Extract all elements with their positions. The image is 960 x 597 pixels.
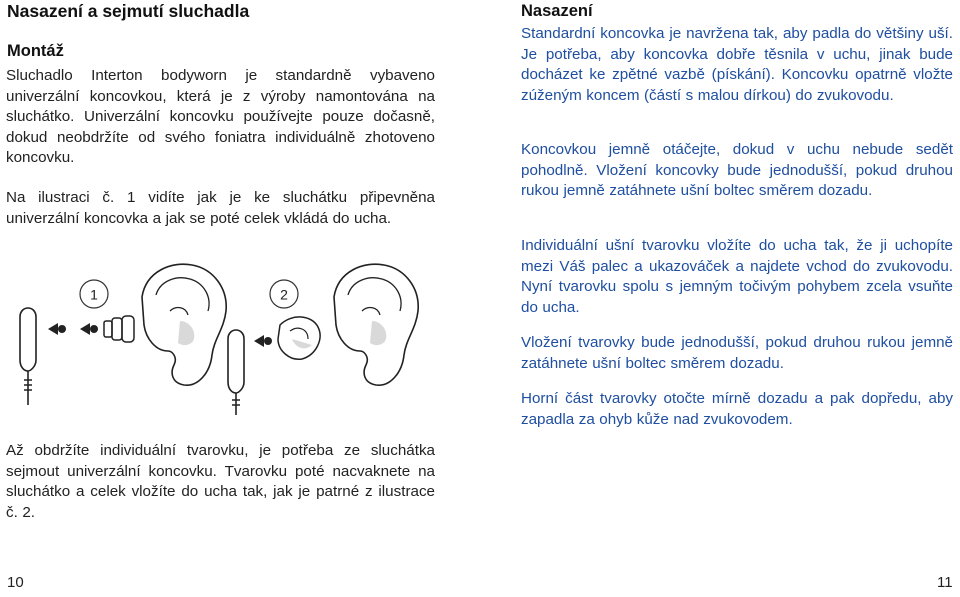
earphone-1	[20, 308, 36, 405]
paragraph-standard-tip: Standardní koncovka je navržena tak, aby padla do většiny uší. Je potřeba, aby koncovka dobře těsnila v uchu, jinak bude docházet ke zpětné vazbě (pískání). Koncovku opatrně vložte zúženým koncem (částí s malou dírkou) do zvukovodu.	[521, 25, 953, 104]
paragraph-custom-earmold: Až obdržíte individuální tvarovku, je potřeba ze sluchátka sejmout univerzální koncovku. Tvarovku poté nacvaknete na sluchátko a celek vložíte do ucha tak, jak je patrné z ilustrace č. 2.	[6, 442, 435, 521]
paragraph-illustration-1: Na ilustraci č. 1 vidíte jak je ke sluchátku připevněna univerzální koncovka a jak se poté celek vkládá do ucha.	[6, 189, 435, 227]
arrow-icon	[80, 323, 98, 335]
page-number-right: 11	[937, 574, 953, 591]
paragraph-insert-earmold: Individuální ušní tvarovku vložíte do ucha tak, že ji uchopíte mezi Váš palec a ukazováček a najdete vchod do zvukovodu. Nyní tvarovku spolu s jemným točivým pohybem zcela vsuňte do ucha.	[521, 237, 953, 316]
earphone-illustration	[0, 255, 480, 420]
section-heading-nasazeni: Nasazení	[521, 2, 593, 20]
page-number-left: 10	[7, 574, 24, 591]
ear-1	[142, 264, 226, 385]
figure-2-number: 2	[280, 286, 288, 303]
section-heading-montaz: Montáž	[7, 42, 64, 60]
figure-1-number: 1	[90, 286, 98, 303]
paragraph-montaz-intro: Sluchadlo Interton bodyworn je standardně vybaveno univerzální koncovkou, která je z výroby namontována na sluchátko. Univerzální koncovku používejte pouze dočasně, dokud neobdržíte od svého foniatra individuálně zhotoveno koncovku.	[6, 67, 435, 166]
arrow-icon	[48, 323, 66, 335]
earphone-2	[228, 330, 244, 415]
paragraph-rotate-earmold: Horní část tvarovky otočte mírně dozadu a pak dopředu, aby zapadla za ohyb kůže nad zvukovodem.	[521, 390, 953, 428]
paragraph-pull-auricle: Vložení tvarovky bude jednodušší, pokud druhou rukou jemně zatáhnete ušní boltec směrem dozadu.	[521, 334, 953, 372]
figure-1-label	[80, 280, 108, 308]
arrow-icon	[254, 335, 272, 347]
page-title: Nasazení a sejmutí sluchadla	[7, 1, 250, 21]
universal-eartip	[104, 316, 134, 342]
figure-2-label	[270, 280, 298, 308]
custom-earmold	[278, 317, 320, 359]
ear-2	[334, 264, 418, 385]
paragraph-rotate-tip: Koncovkou jemně otáčejte, dokud v uchu nebude sedět pohodlně. Vložení koncovky bude jednodušší, pokud druhou rukou jemně zatáhnete ušní boltec směrem dozadu.	[521, 141, 953, 199]
